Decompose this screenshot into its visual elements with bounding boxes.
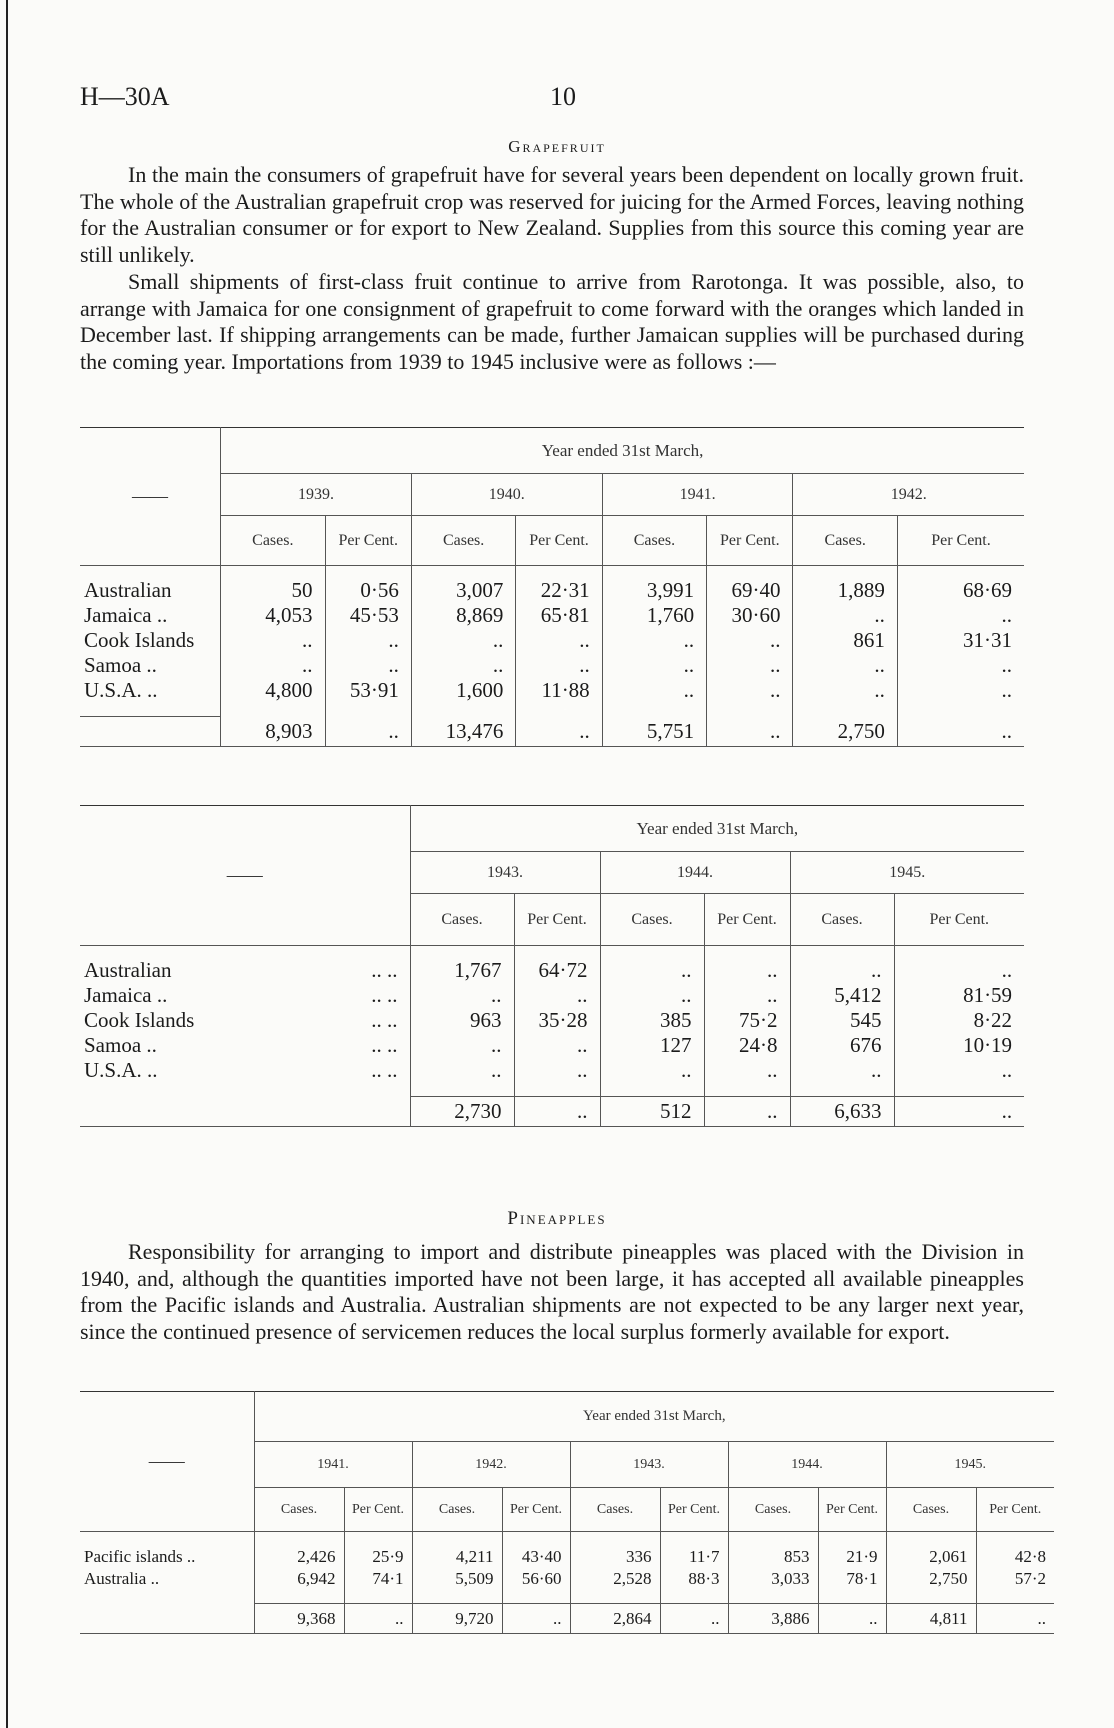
leader-dots: .. ..: [371, 982, 398, 1007]
cases-cell: ..: [790, 958, 894, 983]
cases-cell: 853: [728, 1546, 818, 1568]
percent-cell: ..: [514, 1058, 600, 1083]
row-label: Samoa ..: [84, 652, 157, 677]
grapefruit-imports-table-1943-1945: [80, 805, 1024, 1127]
percent-column-header: Per Cent.: [976, 1488, 1054, 1532]
table-row: [80, 1546, 1054, 1568]
percent-column-header: Per Cent.: [502, 1488, 570, 1532]
cases-cell: 545: [790, 1008, 894, 1033]
percent-cell: ..: [516, 653, 602, 678]
cases-cell: ..: [602, 678, 706, 703]
total-cases-cell: 3,886: [728, 1604, 818, 1634]
total-percent-cell: ..: [897, 717, 1024, 747]
total-cases-cell: 8,903: [221, 717, 325, 747]
grapefruit-imports-table-1939-1942: [80, 427, 1024, 747]
percent-cell: 22·31: [516, 578, 602, 603]
totals-row: [80, 1604, 1054, 1634]
grapefruit-paragraph-1: In the main the consumers of grapefruit have for several years been dependent on locally grown fruit. The whole of the Australian grapefruit crop was reserved for juicing for the Armed Forces, leaving nothing for the Australian consumer or for export to New Zealand. Supplies from this source this coming year are still unlikely.: [80, 162, 1024, 268]
year-1945-header: 1945.: [790, 852, 1024, 894]
total-percent-cell: ..: [704, 1097, 790, 1127]
cases-column-header: Cases.: [412, 1488, 502, 1532]
cases-column-header: Cases.: [600, 894, 704, 946]
total-cases-cell: 13,476: [411, 717, 515, 747]
year-1945-header: 1945.: [886, 1442, 1054, 1488]
cases-cell: ..: [600, 983, 704, 1008]
cases-column-header: Cases.: [254, 1488, 344, 1532]
row-label: Cook Islands: [84, 1007, 195, 1032]
cases-cell: 3,033: [728, 1568, 818, 1590]
percent-cell: ..: [897, 678, 1024, 703]
percent-column-header: Per Cent.: [514, 894, 600, 946]
cases-cell: 4,053: [221, 603, 325, 628]
cases-cell: ..: [410, 1058, 514, 1083]
percent-cell: 11·88: [516, 678, 602, 703]
stub-header-dash: ——: [80, 806, 410, 946]
table-row: [80, 628, 1024, 653]
percent-cell: ..: [704, 1058, 790, 1083]
cases-cell: 4,211: [412, 1546, 502, 1568]
pineapples-paragraph: Responsibility for arranging to import and distribute pineapples was placed with the Division in 1940, and, although the quantities imported have not been large, it has accepted all available pineapples from the Pacific islands and Australia. Australian shipments are not expected to be any larger next year, since the continued presence of servicemen reduces the local surplus formerly available for export.: [80, 1239, 1024, 1345]
percent-cell: ..: [704, 958, 790, 983]
percent-cell: ..: [325, 628, 411, 653]
percent-cell: 57·2: [976, 1568, 1054, 1590]
year-1941-header: 1941.: [602, 474, 793, 516]
row-label: U.S.A. ..: [84, 677, 158, 702]
cases-cell: ..: [602, 628, 706, 653]
percent-cell: 21·9: [818, 1546, 886, 1568]
percent-column-header: Per Cent.: [704, 894, 790, 946]
cases-column-header: Cases.: [793, 516, 897, 566]
year-1942-header: 1942.: [412, 1442, 570, 1488]
cases-cell: ..: [221, 628, 325, 653]
total-percent-cell: ..: [818, 1604, 886, 1634]
percent-cell: ..: [514, 1033, 600, 1058]
row-label: U.S.A. ..: [84, 1057, 158, 1082]
page-edge-rule: [6, 0, 8, 1728]
percent-cell: ..: [704, 983, 790, 1008]
year-ended-heading: Year ended 31st March,: [410, 806, 1024, 852]
pineapples-section-title: Pineapples: [507, 1208, 607, 1229]
year-ended-heading: Year ended 31st March,: [254, 1392, 1054, 1442]
table-row: [80, 983, 1024, 1008]
percent-cell: 8·22: [894, 1008, 1024, 1033]
total-cases-cell: 4,811: [886, 1604, 976, 1634]
year-1940-header: 1940.: [411, 474, 602, 516]
year-1943-header: 1943.: [410, 852, 600, 894]
year-1944-header: 1944.: [728, 1442, 886, 1488]
percent-cell: 25·9: [344, 1546, 412, 1568]
page-number: 10: [550, 82, 576, 111]
total-cases-cell: 9,368: [254, 1604, 344, 1634]
grapefruit-text: [80, 162, 1024, 376]
percent-cell: 81·59: [894, 983, 1024, 1008]
percent-column-header: Per Cent.: [818, 1488, 886, 1532]
total-cases-cell: 2,864: [570, 1604, 660, 1634]
percent-column-header: Per Cent.: [894, 894, 1024, 946]
cases-cell: 3,991: [602, 578, 706, 603]
cases-cell: ..: [600, 1058, 704, 1083]
cases-cell: 1,889: [793, 578, 897, 603]
cases-cell: 5,509: [412, 1568, 502, 1590]
pineapples-text: [80, 1239, 1024, 1346]
cases-cell: ..: [602, 653, 706, 678]
percent-cell: 43·40: [502, 1546, 570, 1568]
grapefruit-paragraph-2: Small shipments of first-class fruit continue to arrive from Rarotonga. It was possible, also, to arrange with Jamaica for one consignment of grapefruit to come forward with the oranges which landed in December last. If shipping arrangements can be made, further Jamaican supplies will be purchased during the coming year. Importations from 1939 to 1945 inclusive were as follows :—: [80, 268, 1024, 374]
cases-cell: ..: [793, 678, 897, 703]
percent-cell: ..: [707, 628, 793, 653]
percent-cell: 69·40: [707, 578, 793, 603]
cases-cell: 50: [221, 578, 325, 603]
total-cases-cell: 512: [600, 1097, 704, 1127]
percent-cell: ..: [707, 678, 793, 703]
cases-cell: ..: [221, 653, 325, 678]
year-1941-header: 1941.: [254, 1442, 412, 1488]
row-label: Jamaica ..: [84, 982, 168, 1007]
cases-column-header: Cases.: [411, 516, 515, 566]
table-row: [80, 1058, 1024, 1083]
cases-cell: ..: [410, 983, 514, 1008]
row-label: Jamaica ..: [84, 602, 168, 627]
cases-cell: 2,528: [570, 1568, 660, 1590]
cases-column-header: Cases.: [570, 1488, 660, 1532]
cases-cell: 127: [600, 1033, 704, 1058]
cases-cell: 336: [570, 1546, 660, 1568]
totals-row: [80, 717, 1024, 747]
percent-cell: 24·8: [704, 1033, 790, 1058]
table-row: [80, 603, 1024, 628]
cases-cell: 385: [600, 1008, 704, 1033]
total-cases-cell: 2,750: [793, 717, 897, 747]
percent-cell: 35·28: [514, 1008, 600, 1033]
row-label: Australian: [84, 577, 172, 602]
percent-cell: 75·2: [704, 1008, 790, 1033]
cases-cell: 676: [790, 1033, 894, 1058]
cases-cell: 1,767: [410, 958, 514, 983]
total-cases-cell: 5,751: [602, 717, 706, 747]
cases-cell: 6,942: [254, 1568, 344, 1590]
leader-dots: .. ..: [371, 1007, 398, 1032]
percent-column-header: Per Cent.: [707, 516, 793, 566]
total-percent-cell: ..: [502, 1604, 570, 1634]
percent-cell: 30·60: [707, 603, 793, 628]
cases-column-header: Cases.: [221, 516, 325, 566]
cases-cell: 861: [793, 628, 897, 653]
percent-cell: 74·1: [344, 1568, 412, 1590]
percent-cell: 88·3: [660, 1568, 728, 1590]
percent-column-header: Per Cent.: [897, 516, 1024, 566]
percent-cell: ..: [514, 983, 600, 1008]
cases-cell: 1,600: [411, 678, 515, 703]
percent-column-header: Per Cent.: [344, 1488, 412, 1532]
total-percent-cell: ..: [344, 1604, 412, 1634]
row-label: Cook Islands: [84, 627, 195, 652]
cases-cell: 2,061: [886, 1546, 976, 1568]
cases-column-header: Cases.: [728, 1488, 818, 1532]
cases-column-header: Cases.: [602, 516, 706, 566]
percent-cell: 56·60: [502, 1568, 570, 1590]
total-cases-cell: 9,720: [412, 1604, 502, 1634]
percent-cell: 42·8: [976, 1546, 1054, 1568]
row-label: Samoa ..: [84, 1032, 157, 1057]
row-label: Australian: [84, 957, 172, 982]
total-percent-cell: ..: [707, 717, 793, 747]
percent-cell: ..: [516, 628, 602, 653]
row-label: Australia ..: [84, 1568, 160, 1588]
cases-column-header: Cases.: [410, 894, 514, 946]
cases-cell: 4,800: [221, 678, 325, 703]
cases-column-header: Cases.: [886, 1488, 976, 1532]
percent-cell: 10·19: [894, 1033, 1024, 1058]
percent-column-header: Per Cent.: [516, 516, 602, 566]
cases-cell: 2,426: [254, 1546, 344, 1568]
year-1943-header: 1943.: [570, 1442, 728, 1488]
cases-cell: ..: [793, 603, 897, 628]
year-1944-header: 1944.: [600, 852, 790, 894]
table-row: [80, 958, 1024, 983]
table-row: [80, 1033, 1024, 1058]
total-percent-cell: ..: [325, 717, 411, 747]
percent-cell: 65·81: [516, 603, 602, 628]
cases-cell: 8,869: [411, 603, 515, 628]
percent-cell: ..: [325, 653, 411, 678]
totals-row: [80, 1097, 1024, 1127]
total-percent-cell: ..: [894, 1097, 1024, 1127]
year-ended-heading: Year ended 31st March,: [221, 428, 1024, 474]
total-percent-cell: ..: [976, 1604, 1054, 1634]
year-1939-header: 1939.: [221, 474, 412, 516]
cases-cell: ..: [410, 1033, 514, 1058]
percent-column-header: Per Cent.: [660, 1488, 728, 1532]
row-label: Pacific islands ..: [84, 1546, 196, 1566]
year-1942-header: 1942.: [793, 474, 1024, 516]
table-row: [80, 1568, 1054, 1590]
leader-dots: .. ..: [371, 1032, 398, 1057]
cases-cell: ..: [793, 653, 897, 678]
table-row: [80, 1008, 1024, 1033]
table-row: [80, 578, 1024, 603]
percent-cell: 11·7: [660, 1546, 728, 1568]
table-row: [80, 678, 1024, 703]
grapefruit-section-title: Grapefruit: [508, 137, 606, 156]
total-percent-cell: ..: [660, 1604, 728, 1634]
percent-cell: ..: [897, 603, 1024, 628]
stub-header-dash: ——: [80, 1392, 254, 1532]
percent-cell: 31·31: [897, 628, 1024, 653]
leader-dots: .. ..: [371, 957, 398, 982]
cases-cell: 963: [410, 1008, 514, 1033]
stub-header-dash: ——: [80, 428, 221, 566]
cases-column-header: Cases.: [790, 894, 894, 946]
total-percent-cell: ..: [516, 717, 602, 747]
percent-cell: 64·72: [514, 958, 600, 983]
percent-cell: 45·53: [325, 603, 411, 628]
percent-cell: 0·56: [325, 578, 411, 603]
cases-cell: ..: [411, 653, 515, 678]
percent-cell: ..: [894, 958, 1024, 983]
leader-dots: .. ..: [371, 1057, 398, 1082]
percent-cell: ..: [894, 1058, 1024, 1083]
cases-cell: ..: [411, 628, 515, 653]
percent-cell: 53·91: [325, 678, 411, 703]
total-cases-cell: 6,633: [790, 1097, 894, 1127]
cases-cell: 2,750: [886, 1568, 976, 1590]
percent-cell: ..: [707, 653, 793, 678]
cases-cell: 1,760: [602, 603, 706, 628]
pineapple-imports-table-1941-1945: [80, 1391, 1054, 1634]
cases-cell: ..: [790, 1058, 894, 1083]
table-row: [80, 653, 1024, 678]
cases-cell: 5,412: [790, 983, 894, 1008]
total-cases-cell: 2,730: [410, 1097, 514, 1127]
percent-cell: 68·69: [897, 578, 1024, 603]
percent-cell: 78·1: [818, 1568, 886, 1590]
percent-cell: ..: [897, 653, 1024, 678]
percent-column-header: Per Cent.: [325, 516, 411, 566]
cases-cell: ..: [600, 958, 704, 983]
cases-cell: 3,007: [411, 578, 515, 603]
document-reference: H—30A: [80, 82, 170, 111]
total-percent-cell: ..: [514, 1097, 600, 1127]
